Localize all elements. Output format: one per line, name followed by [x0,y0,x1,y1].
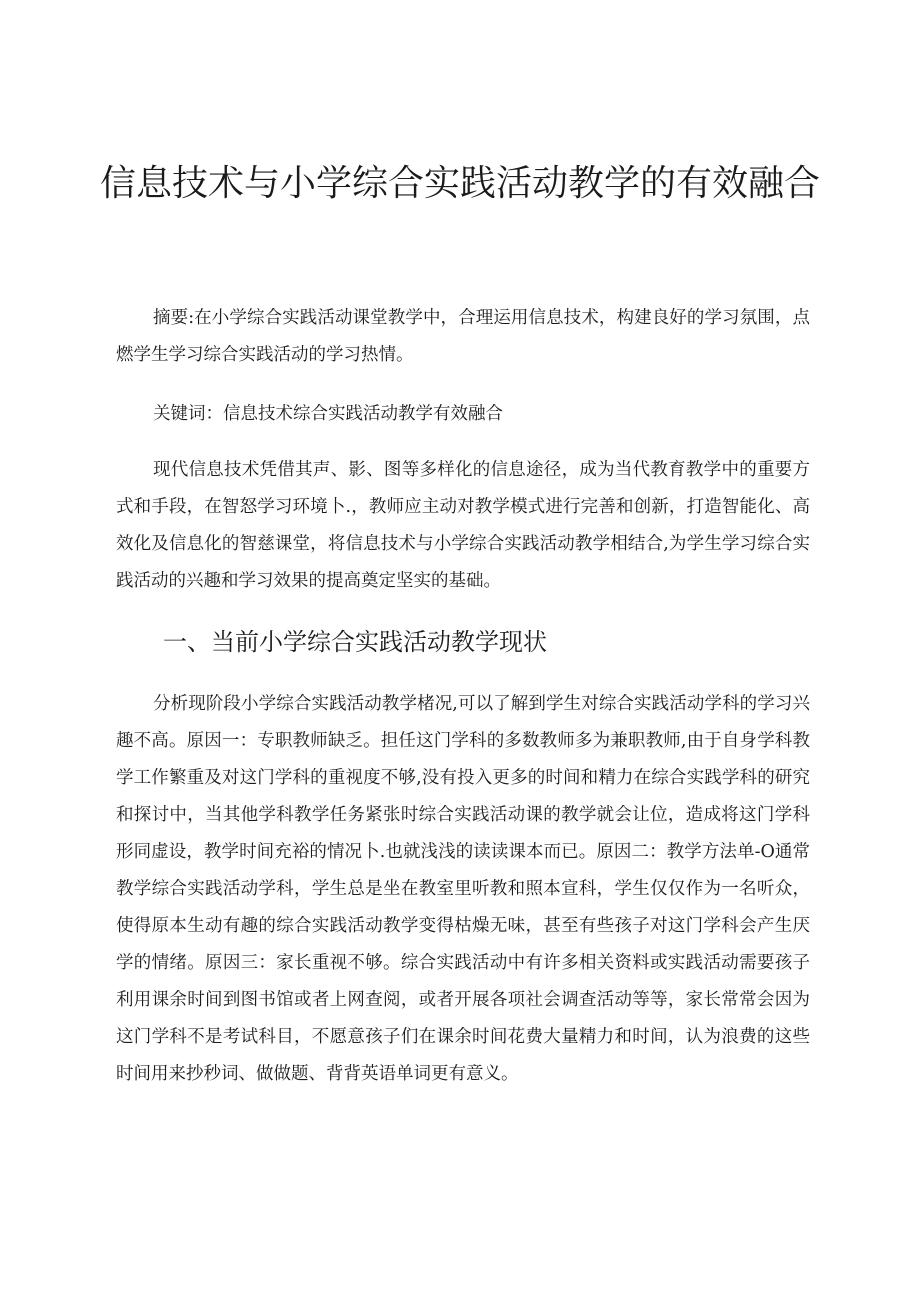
section-heading-1: 一、当前小学综合实践活动教学现状 [163,628,547,656]
document-title: 信息技术与小学综合实践活动教学的有效融合 [100,163,821,204]
abstract-paragraph: 摘要:在小学综合实践活动课堂教学中，合理运用信息技术，构建良好的学习氛围，点燃学生学习综合实践活动的学习热情。 [116,308,810,365]
section-1-body-paragraph: 分析现阶段小学综合实践活动教学楮况,可以了解到学生对综合实践活动学科的学习兴趣不高。原因一：专职教师缺乏。担任这门学科的多数教师多为兼职教师,由于自身学科教学工作繁重及对这门学科的重视度不够,没有投入更多的时间和精力在综合实践学科的研究和探讨中，当其他学科教学任务紧张时综合实践活动课的教学就会让位，造成将这门学科形同虚设，教学时间充裕的情况卜.也就浅浅的读读课本而已。原因二：教学方法单-O通常教学综合实践活动学科，学生总是坐在教室里听教和照本宣科，学生仅仅作为一名听众，使得原本生动有趣的综合实践活动教学变得枯燥无味，甚至有些孩子对这门学科会产生厌学的情绪。原因三：家长重视不够。综合实践活动中有许多相关资料或实践活动需要孩子利用课余时间到图书馆或者上网查阅，或者开展各项社会调查活动等等，家长常常会因为这门学科不是考试科目，不愿意孩子们在课余时间花费大量精力和时间，认为浪费的这些时间用来抄秒词、做做题、背背英语单词更有意义。 [116,694,810,1084]
intro-paragraph: 现代信息技术凭借其声、影、图等多样化的信息途径，成为当代教育教学中的重要方式和手段，在智怒学习环境卜.，教师应主动对教学模式进行完善和创新，打造智能化、高效化及信息化的智慈课堂，将信息技术与小学综合实践活动教学相结合,为学生学习综合实践活动的兴趣和学习效果的提高奠定坚实的基础。 [116,460,810,591]
keywords-paragraph: 关键词：信息技术综合实践活动教学有效融合 [153,404,503,424]
